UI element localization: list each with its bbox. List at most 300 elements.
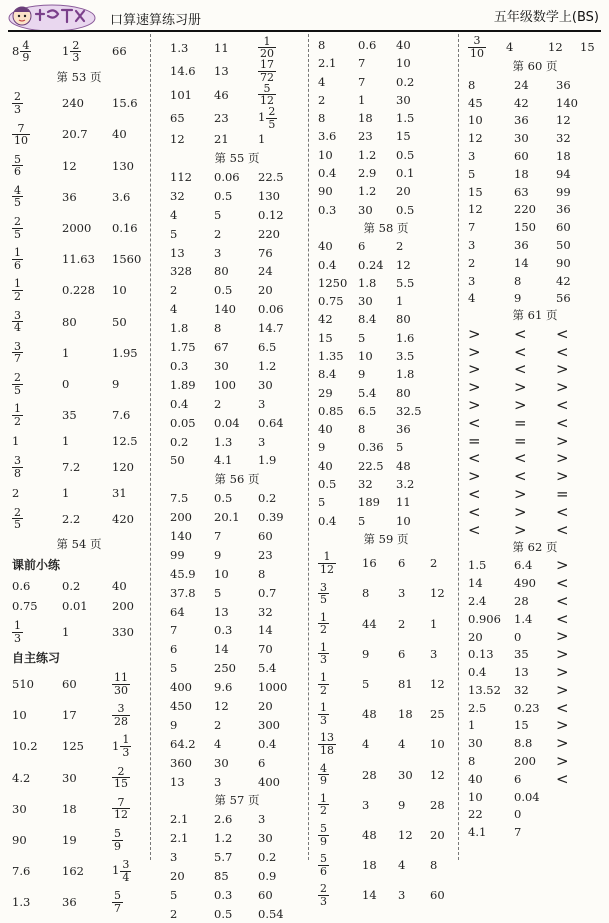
answer-row <box>468 76 602 94</box>
answer-value: 4 <box>170 302 178 317</box>
answer-row <box>318 493 454 511</box>
fraction-denominator: 8 <box>14 466 21 480</box>
comparison-symbol: > <box>556 662 569 681</box>
answer-cell <box>62 190 112 204</box>
answer-cell <box>358 422 396 436</box>
fraction-numerator: 1 <box>320 640 327 654</box>
answer-value: 99 <box>556 184 571 199</box>
answer-cell <box>468 396 514 415</box>
answer-cell <box>396 258 436 272</box>
answer-cell <box>358 495 396 509</box>
comparison-symbol: > <box>514 378 527 397</box>
answer-row <box>468 610 602 628</box>
answer-row <box>12 596 146 617</box>
answer-value: 0.06 <box>258 302 284 317</box>
answer-row <box>170 338 304 357</box>
answer-value: 1 <box>358 92 366 107</box>
answer-cell <box>556 432 602 451</box>
answer-row <box>468 379 602 397</box>
answer-value: 0.5 <box>214 188 233 203</box>
answer-cell <box>468 665 514 679</box>
answer-cell <box>258 888 304 902</box>
answer-value: 4 <box>398 858 406 873</box>
answer-value: 14 <box>514 255 529 270</box>
comparison-symbol: > <box>556 467 569 486</box>
answer-row <box>318 164 454 182</box>
book-title: 口算速算练习册 <box>110 13 202 28</box>
answer-row <box>12 793 146 824</box>
answer-cell <box>112 579 146 593</box>
answer-column-2 <box>170 36 304 923</box>
answer-row <box>170 905 304 923</box>
answer-value: 0.2 <box>62 578 81 593</box>
answer-value: 12 <box>430 586 445 601</box>
answer-cell <box>62 377 112 391</box>
answer-value: 12 <box>62 158 77 173</box>
answer-value: 0.16 <box>112 220 138 235</box>
answer-value: 300 <box>258 717 280 732</box>
answer-cell <box>396 440 436 454</box>
answer-value: 36 <box>514 113 529 128</box>
answer-value: 5 <box>318 495 326 510</box>
answer-cell <box>398 707 430 721</box>
answer-cell <box>318 853 362 877</box>
answer-value: 3.2 <box>396 477 415 492</box>
answer-value: 101 <box>170 87 192 102</box>
answer-row <box>170 602 304 621</box>
answer-cell <box>258 661 304 675</box>
answer-value: 7 <box>358 56 366 71</box>
answer-value: 2000 <box>62 220 92 235</box>
answer-cell <box>12 185 62 209</box>
answer-value: 5.7 <box>214 850 233 865</box>
answer-cell <box>396 404 436 418</box>
answer-row <box>318 91 454 109</box>
answer-row <box>468 681 602 699</box>
answer-cell <box>362 556 398 570</box>
column-divider <box>458 34 459 860</box>
answer-row <box>318 310 454 328</box>
answer-cell <box>556 699 602 718</box>
answer-cell <box>430 707 454 721</box>
answer-cell <box>468 521 514 540</box>
mixed-number-whole: 8 <box>12 43 20 58</box>
answer-value: 10 <box>430 737 445 752</box>
answer-cell <box>358 276 396 290</box>
fraction-numerator: 2 <box>268 105 276 119</box>
answer-value: 21 <box>214 132 229 147</box>
answer-value: 10.2 <box>12 739 38 754</box>
answer-value: 1.5 <box>396 111 415 126</box>
answer-value: 0.2 <box>258 850 277 865</box>
answer-cell <box>12 278 62 302</box>
answer-value: 31 <box>112 485 127 500</box>
answer-value: 11 <box>214 40 229 55</box>
answer-cell <box>358 75 396 89</box>
answer-cell <box>112 159 146 173</box>
answer-cell <box>430 828 454 842</box>
answer-value: 200 <box>112 599 134 614</box>
answer-row <box>468 806 602 824</box>
answer-value: 0.3 <box>170 358 189 373</box>
answer-value: 3.6 <box>112 189 131 204</box>
answer-cell <box>62 739 112 753</box>
answer-value: 12 <box>430 767 445 782</box>
answer-row <box>318 73 454 91</box>
answer-row <box>170 187 304 206</box>
answer-value: 189 <box>358 495 380 510</box>
page-number-heading: 第 55 页 <box>214 150 260 165</box>
answer-cell <box>318 477 358 491</box>
answer-cell <box>318 793 362 817</box>
answer-cell <box>468 683 514 697</box>
answer-cell <box>318 551 362 575</box>
answer-value: 220 <box>514 202 536 217</box>
answer-value: 6 <box>258 755 266 770</box>
answer-value: 40 <box>468 771 483 786</box>
answer-cell <box>214 907 258 921</box>
answer-row <box>12 669 146 700</box>
answer-value: 5 <box>468 166 476 181</box>
answer-row <box>468 36 602 58</box>
answer-value: 1.8 <box>358 275 377 290</box>
answer-cell <box>362 586 398 600</box>
fraction-denominator: 5 <box>14 383 21 397</box>
answer-value: 12 <box>396 257 411 272</box>
answer-cell <box>318 672 362 696</box>
comparison-symbol: < <box>514 342 527 361</box>
answer-value: 36 <box>62 189 77 204</box>
answer-row <box>468 503 602 521</box>
answer-row <box>12 306 146 337</box>
answer-cell <box>318 582 362 606</box>
answer-value: 20 <box>430 827 445 842</box>
answer-cell <box>514 467 556 486</box>
answer-cell <box>12 708 62 722</box>
answer-cell <box>396 184 436 198</box>
answer-cell <box>396 111 436 125</box>
answer-value: 0.9 <box>258 868 277 883</box>
answer-cell <box>468 131 514 145</box>
answer-cell <box>318 367 358 381</box>
answer-row <box>170 489 304 508</box>
fraction <box>318 551 336 575</box>
fraction-denominator: 9 <box>320 774 327 788</box>
answer-value: 3 <box>214 774 222 789</box>
answer-cell <box>170 227 214 241</box>
answer-value: 23 <box>358 129 373 144</box>
answer-cell <box>62 315 112 329</box>
fraction <box>120 734 131 758</box>
answer-cell <box>112 486 146 500</box>
answer-value: 0.2 <box>170 434 189 449</box>
answer-cell <box>112 890 146 914</box>
answer-row <box>318 201 454 219</box>
answer-row <box>468 325 602 343</box>
answer-value: 6.5 <box>358 403 377 418</box>
answer-row <box>170 829 304 848</box>
answer-cell <box>468 503 514 522</box>
answer-row <box>468 592 602 610</box>
answer-row <box>318 402 454 420</box>
answer-cell <box>170 491 214 505</box>
answer-value: 3 <box>170 850 178 865</box>
answer-row <box>12 700 146 731</box>
answer-value: 40 <box>112 578 127 593</box>
answer-cell <box>12 154 62 178</box>
answer-cell <box>258 170 304 184</box>
fraction-numerator: 3 <box>14 339 21 353</box>
answer-cell <box>258 718 304 732</box>
answer-cell <box>12 372 62 396</box>
answer-row <box>170 357 304 376</box>
page-number-heading: 第 56 页 <box>214 472 260 487</box>
answer-cell <box>258 756 304 770</box>
answer-cell <box>112 828 146 852</box>
answer-value: 0.1 <box>396 166 415 181</box>
answer-cell <box>62 802 112 816</box>
fraction-numerator: 1 <box>323 550 331 564</box>
grade-label: 五年级数学上(BS) <box>493 10 599 25</box>
answer-value: 10 <box>396 513 411 528</box>
answer-cell <box>514 149 556 163</box>
answer-cell <box>430 858 454 872</box>
answer-row <box>468 165 602 183</box>
answer-cell <box>12 247 62 271</box>
fraction <box>12 247 23 271</box>
answer-cell <box>396 38 436 52</box>
answer-value: 12 <box>170 132 185 147</box>
answer-value: 0.4 <box>258 736 277 751</box>
answer-cell <box>112 221 146 235</box>
answer-value: 46 <box>214 87 229 102</box>
answer-value: 48 <box>362 827 377 842</box>
answer-cell <box>62 625 112 639</box>
answer-value: 15 <box>514 718 529 733</box>
answer-value: 0.4 <box>318 513 337 528</box>
answer-cell <box>112 797 146 821</box>
answer-row <box>170 640 304 659</box>
answer-value: 1 <box>396 294 404 309</box>
answer-value: 9 <box>398 797 406 812</box>
answer-cell <box>556 592 602 611</box>
answer-value: 18 <box>358 111 373 126</box>
answer-row <box>468 735 602 753</box>
answer-cell <box>112 346 146 360</box>
answer-value: 1.89 <box>170 377 196 392</box>
answer-cell <box>556 681 602 700</box>
answer-value: 0.23 <box>514 700 540 715</box>
answer-cell <box>214 491 258 505</box>
answer-value: 11.63 <box>62 252 95 267</box>
answer-row <box>318 609 454 639</box>
column-divider <box>308 34 309 860</box>
fraction <box>12 310 23 334</box>
answer-value: 5 <box>396 440 404 455</box>
answer-cell <box>318 166 358 180</box>
fraction-numerator: 4 <box>22 38 30 52</box>
fraction-denominator: 3 <box>72 51 80 65</box>
answer-value: 11 <box>396 495 411 510</box>
answer-cell <box>396 75 436 89</box>
answer-cell <box>468 612 514 626</box>
fraction-denominator: 4 <box>122 870 130 884</box>
answer-value: 4 <box>318 74 326 89</box>
comparison-symbol: < <box>514 467 527 486</box>
answer-value: 5 <box>214 585 222 600</box>
answer-value: 0.64 <box>258 415 284 430</box>
answer-cell <box>62 771 112 785</box>
answer-value: 400 <box>170 680 192 695</box>
answer-cell <box>358 367 396 381</box>
answer-cell <box>556 485 602 504</box>
answer-value: 2 <box>170 906 178 921</box>
answer-cell <box>468 78 514 92</box>
answer-value: 2.5 <box>468 700 487 715</box>
answer-cell <box>556 627 602 646</box>
answer-value: 32 <box>258 604 273 619</box>
comparison-symbol: > <box>556 360 569 379</box>
fraction <box>112 890 123 914</box>
answer-cell <box>468 378 514 397</box>
answer-cell <box>214 88 258 102</box>
answer-value: 1.95 <box>112 345 138 360</box>
answer-cell <box>430 798 454 812</box>
fraction-numerator: 1 <box>320 671 327 685</box>
answer-cell <box>214 605 258 619</box>
answer-value: 12 <box>468 131 483 146</box>
answer-value: 9 <box>318 440 326 455</box>
fraction-numerator: 1 <box>14 619 21 633</box>
answer-row <box>170 583 304 602</box>
answer-cell <box>214 775 258 789</box>
answer-row <box>468 147 602 165</box>
answer-value: 76 <box>258 245 273 260</box>
comparison-symbol: < <box>514 449 527 468</box>
fraction <box>318 672 329 696</box>
answer-cell <box>258 359 304 373</box>
answer-cell <box>170 41 214 55</box>
answer-row <box>170 772 304 791</box>
answer-cell <box>318 56 358 70</box>
answer-cell <box>514 432 556 451</box>
fraction-numerator: 13 <box>320 731 334 745</box>
answer-cell <box>318 276 358 290</box>
answer-value: 100 <box>214 377 236 392</box>
answer-cell <box>362 707 398 721</box>
answer-cell <box>258 264 304 278</box>
answer-value: 40 <box>318 422 333 437</box>
answer-cell <box>556 274 602 288</box>
answer-cell <box>214 548 258 562</box>
answer-cell <box>258 132 304 146</box>
answer-row <box>468 112 602 130</box>
answer-cell <box>358 440 396 454</box>
answer-cell <box>398 828 430 842</box>
answer-cell <box>468 220 514 234</box>
answer-cell <box>468 594 514 608</box>
answer-cell <box>430 768 454 782</box>
answer-value: 20.7 <box>62 127 88 142</box>
answer-value: 13 <box>214 64 229 79</box>
answer-value: 2 <box>214 396 222 411</box>
answer-cell <box>358 166 396 180</box>
answer-cell <box>514 360 556 379</box>
answer-value: 15.6 <box>112 96 138 111</box>
answer-cell <box>318 239 358 253</box>
answer-value: 0.04 <box>514 789 540 804</box>
answer-cell <box>430 586 454 600</box>
fraction-denominator: 6 <box>320 864 327 878</box>
answer-cell <box>112 734 146 758</box>
answer-value: 1 <box>62 485 70 500</box>
fraction-denominator: 12 <box>114 808 128 822</box>
answer-cell <box>468 772 514 786</box>
answer-value: 3.6 <box>318 129 337 144</box>
answer-row <box>318 457 454 475</box>
answer-cell <box>170 340 214 354</box>
answer-cell <box>258 227 304 241</box>
comparison-symbol: > <box>468 395 481 414</box>
fraction <box>12 185 23 209</box>
answer-row <box>318 548 454 578</box>
fraction <box>12 455 23 479</box>
fraction-numerator: 1 <box>14 402 21 416</box>
answer-row <box>318 36 454 54</box>
answer-cell <box>318 38 358 52</box>
answer-cell <box>12 341 62 365</box>
comparison-symbol: < <box>556 413 569 432</box>
answer-value: 250 <box>214 661 236 676</box>
answer-cell <box>62 895 112 909</box>
fraction-denominator: 3 <box>320 894 327 908</box>
answer-cell <box>514 238 556 252</box>
answer-value: 23 <box>258 547 273 562</box>
answer-cell <box>398 798 430 812</box>
answer-cell <box>468 360 514 379</box>
answer-cell <box>318 75 358 89</box>
fraction-numerator: 1 <box>14 277 21 291</box>
answer-cell <box>358 404 396 418</box>
answer-cell <box>12 40 62 64</box>
answer-row <box>170 432 304 451</box>
answer-value: 0.5 <box>214 491 233 506</box>
answer-value: 5.5 <box>396 275 415 290</box>
fraction-denominator: 6 <box>14 165 21 179</box>
answer-cell <box>556 645 602 664</box>
answer-cell <box>258 529 304 543</box>
answer-cell <box>358 184 396 198</box>
fraction-numerator: 1 <box>14 246 21 260</box>
fraction-numerator: 3 <box>14 308 21 322</box>
answer-value: 14.6 <box>170 64 196 79</box>
answer-row <box>318 639 454 669</box>
answer-value: 3 <box>430 646 438 661</box>
answer-cell <box>170 567 214 581</box>
page-number-heading: 第 58 页 <box>363 220 409 235</box>
answer-row <box>318 292 454 310</box>
answer-cell <box>258 59 304 83</box>
page-number-heading: 第 61 页 <box>512 308 558 323</box>
answer-cell <box>514 630 556 644</box>
answer-cell <box>362 768 398 782</box>
answer-cell <box>318 823 362 847</box>
answer-cell <box>258 510 304 524</box>
answer-cell <box>214 567 258 581</box>
answer-value: 18 <box>398 707 413 722</box>
answer-value: 15 <box>396 129 411 144</box>
answer-cell <box>468 576 514 590</box>
